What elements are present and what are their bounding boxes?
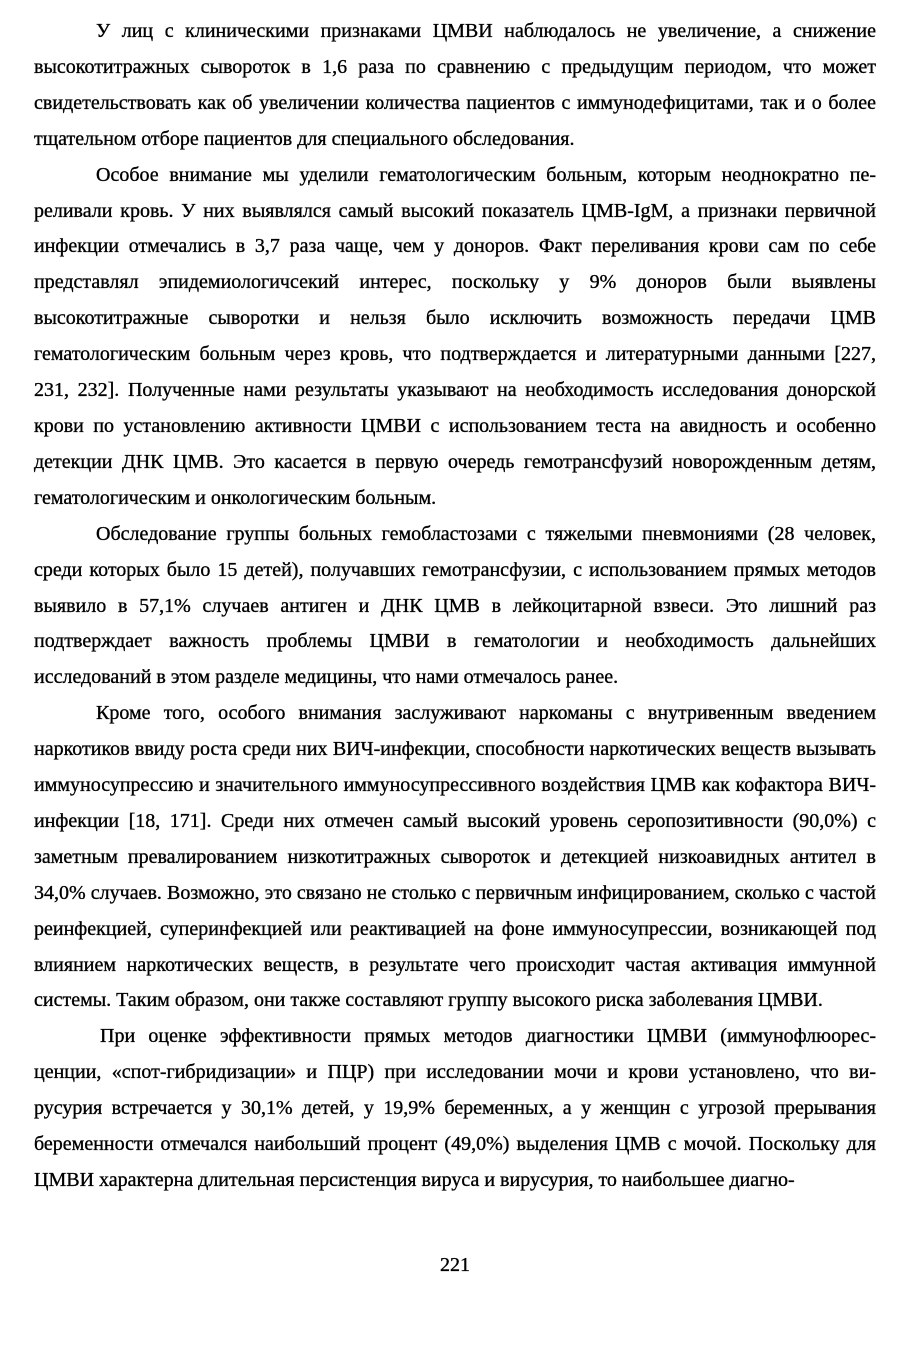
paragraph-2: Особое внимание мы уделили гематологическим больным, которым неоднократно переливали кровь. У них выявлялся самый высокий показатель ЦМВ-IgM, а признаки первичной инфекции отмечались в 3,7 раза чаще, чем у доноров. Факт переливания крови сам по себе представлял эпидемиологичсекий интерес, поскольку у 9% доноров были выявлены высокотитражные сыворотки и нельзя было исключить возможность передачи ЦМВ гематологическим больным через кровь, что подтверждается и литературными данными [227, 231, 232]. Полученные нами результаты указывают на необходимость исследования донорской крови по установлению активности ЦМВИ с использованием теста на авидность и особенно детекции ДНК ЦМВ. Это касается в первую очередь гемотрансфузий новорожденным детям, гематологическим и онкологическим больным.: [34, 163, 876, 509]
document-page: [34, 14, 876, 1199]
paragraph-3: Обследование группы больных гемобластозами с тяжелыми пневмониями (28 человек, среди которых было 15 детей), получавших гемотрансфузии, с использованием прямых методов выявило в 57,1% случаев антиген и ДНК ЦМВ в лейкоцитарной взвеси. Это лишний раз подтверждает важность проблемы ЦМВИ в гематологии и необходимость дальнейших исследований в этом разделе медицины, что нами отмечалось ранее.: [34, 522, 876, 689]
paragraph-5: При оценке эффективности прямых методов диагностики ЦМВИ (иммунофлюоресценции, «спот-гибридизации» и ПЦР) при исследовании мочи и крови установлено, что вирусурия встречается у 30,1% детей, у 19,9% беременных, а у женщин с угрозой прерывания беременности отмечался наибольший процент (49,0%) выделения ЦМВ с мочой. Поскольку для ЦМВИ характерна длительная персистенция вируса и вирусурия, то наибольшее диагно-: [34, 1025, 876, 1191]
paragraph-1: У лиц с клиническими признаками ЦМВИ наблюдалось не увеличение, а снижение высокотитражных сывороток в 1,6 раза по сравнению с предыдущим периодом, что может свидетельствовать как об увеличении количества пациентов с иммунодефицитами, так и о более тщательном отборе пациентов для специального обследования.: [34, 20, 876, 150]
paragraph-4: Кроме того, особого внимания заслуживают наркоманы с внутривенным введением наркотиков ввиду роста среди них ВИЧ-инфекции, способности наркотических веществ вызывать иммуносупрессию и значительного иммуносупрессивного воздействия ЦМВ как кофактора ВИЧ-инфекции [18, 171]. Среди них отмечен самый высокий уровень серопозитивности (90,0%) с заметным превалированием низкотитражных сывороток и детекцией низкоавидных антител в 34,0% случаев. Возможно, это связано не столько с первичным инфицированием, сколько с частой реинфекцией, суперинфекцией или реактивацией на фоне иммуносупрессии, возникающей под влиянием наркотических веществ, в результате чего происходит частая активация иммунной системы. Таким образом, они также составляют группу высокого риска заболевания ЦМВИ.: [34, 702, 876, 1012]
page-number: 221: [440, 1254, 470, 1276]
